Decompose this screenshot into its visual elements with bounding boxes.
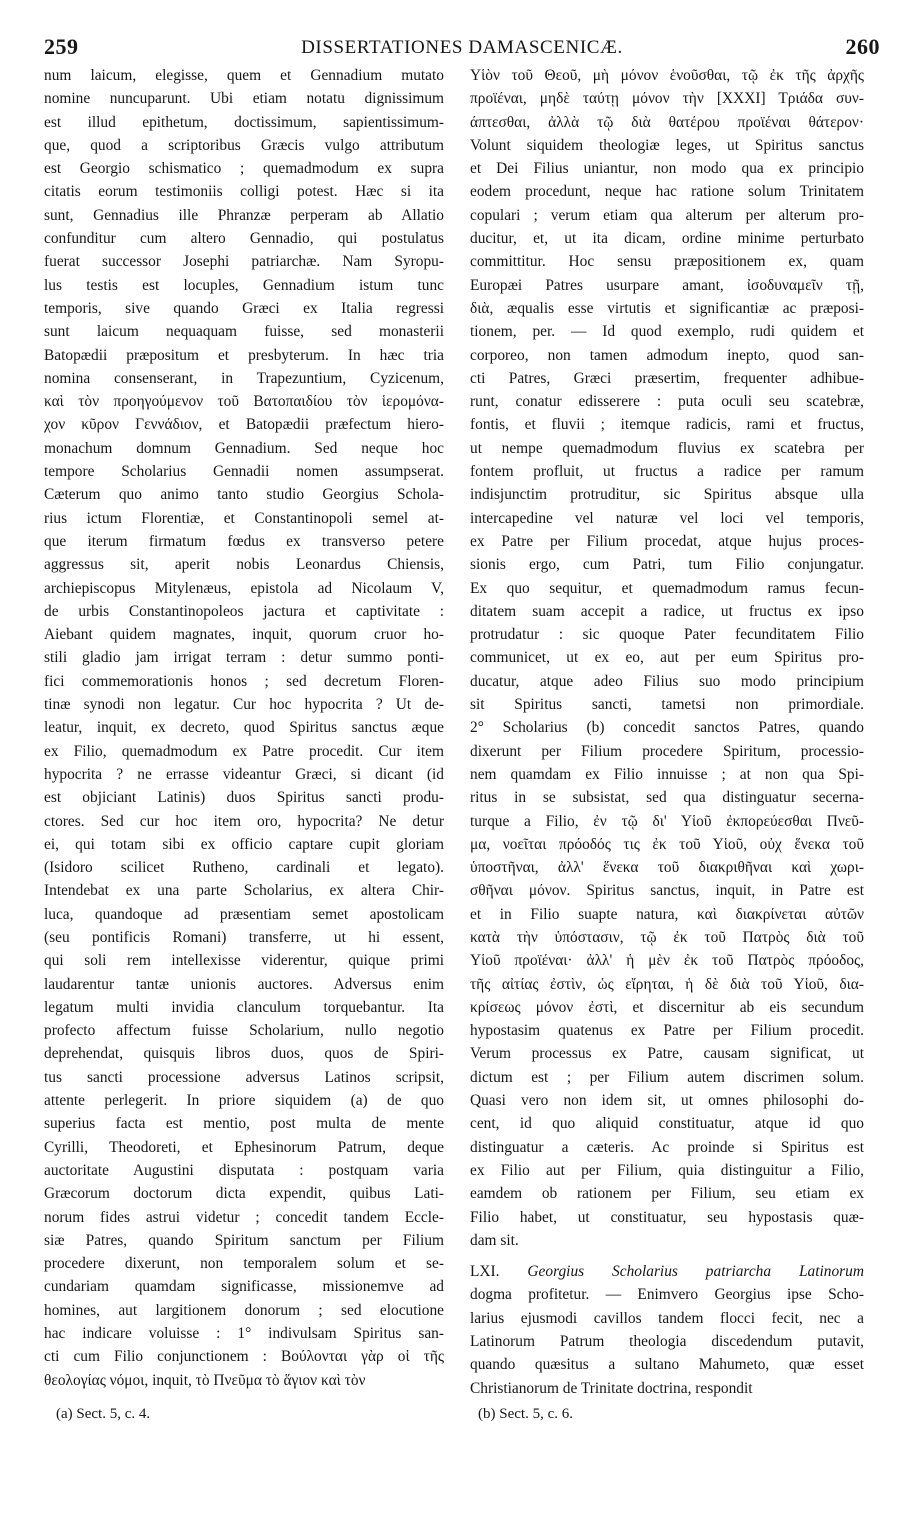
text-line: Υἱοῦ προϊέναι· ἀλλ' ἡ μὲν ἐκ τοῦ Πατρὸς πρόοδος, bbox=[470, 952, 864, 970]
text-line: lus testis est locuples, Gennadium istum tunc bbox=[44, 276, 444, 294]
text-line: ex Filio aut per Filium, quia distinguitur a Filio, bbox=[470, 1161, 864, 1179]
text-line: (seu pontificis Romani) transferre, ut hi essent, bbox=[44, 928, 444, 946]
text-line: διὰ, æqualis esse virtutis et significantiæ ac præposi- bbox=[470, 299, 864, 317]
text-line: indisjunctim protruditur, sic Spiritus absque ulla bbox=[470, 486, 864, 504]
text-line: Ex quo sequitur, et quemadmodum ramus fecun- bbox=[470, 579, 864, 597]
text-line: turque a Filio, ἐν τῷ δι' Υἱοῦ ἐκπορεύεσθαι Πνεῦ- bbox=[470, 812, 864, 830]
text-line: communicet, ut ex eo, aut per eum Spiritus pro- bbox=[470, 649, 864, 667]
text-line: fuerat successor Josephi patriarchæ. Nam Syropu- bbox=[44, 253, 444, 271]
left-page-number: 259 bbox=[44, 34, 79, 59]
text-line: Batopædii præpositum et presbyterum. In hæc tria bbox=[44, 346, 444, 364]
text-line: confunditur cum altero Gennadio, qui postulatus bbox=[44, 230, 444, 248]
text-line: ducatur, atque adeo Filius suo modo principium bbox=[470, 672, 864, 690]
text-line: siæ Patres, quando Spiritum sanctum per Filium bbox=[44, 1231, 444, 1249]
text-line: nem quamdam ex Filio innuisse ; at non qua Spi- bbox=[470, 765, 864, 783]
text-line: Europæi Patres usurpare amant, ἰσοδυναμεῖν τῇ, bbox=[470, 276, 864, 294]
text-line: nomine nuncuparunt. Ubi etiam notatu dignissimum bbox=[44, 90, 444, 108]
text-line: num laicum, elegisse, quem et Gennadium mutato bbox=[44, 67, 444, 84]
text-line: tionem, per. — Id quod exemplo, rudi quidem et bbox=[470, 323, 864, 341]
text-line: est Georgio schismatico ; quemadmodum ex supra bbox=[44, 160, 444, 178]
text-line: quando quæsitus a sultano Mahumeto, quæ esset bbox=[470, 1356, 864, 1374]
text-line: procedere dixerunt, non temporalem solum et se- bbox=[44, 1255, 444, 1273]
running-title: DISSERTATIONES DAMASCENICÆ. bbox=[301, 37, 623, 58]
text-line: norum fides astrui videtur ; concedit tandem Eccle- bbox=[44, 1208, 444, 1226]
text-line: ctores. Sed cur hoc item oro, hypocrita? Ne detur bbox=[44, 812, 444, 830]
text-line: dam sit. bbox=[470, 1231, 519, 1249]
text-line: προϊέναι, μηδὲ ταύτῃ μόνον τὴν [XXXI] Τριάδα συν- bbox=[470, 90, 864, 108]
text-line: attente perlegerit. In priore siquidem (a) de quo bbox=[44, 1092, 444, 1110]
text-line: χον κῦρον Γεννάδιον, et Batopædii præfectum hiero- bbox=[44, 416, 444, 434]
text-line: temporis, sive quando Græci ex Italia regressi bbox=[44, 299, 444, 317]
text-line: ut nempe quemadmodum fluvius ex scatebra per bbox=[470, 439, 864, 457]
text-line: σθῆναι μόνον. Spiritus sanctus, inquit, in Patre est bbox=[470, 882, 864, 900]
footnotes bbox=[44, 1406, 880, 1432]
text-line: legatum multi invidia clanculum torquebantur. Ita bbox=[44, 998, 444, 1016]
text-line: sionis ergo, cum Patri, tum Filio conjungatur. bbox=[470, 556, 864, 574]
text-line: fontis, et fluvii ; itemque radicis, rami et fructus, bbox=[470, 416, 864, 434]
text-line: qui soli rem intellexisse viderentur, quique primi bbox=[44, 952, 444, 970]
text-line: Latinorum Patrum theologia discedendum putavit, bbox=[470, 1333, 864, 1351]
right-column-body bbox=[470, 64, 864, 1252]
text-line: eamdem ob rationem per Filium, seu etiam ex bbox=[470, 1185, 864, 1203]
text-line: cti Patres, Græci præsertim, frequenter adhibue- bbox=[470, 369, 864, 387]
text-line: tus sancti processione adversus Latinos scripsit, bbox=[44, 1068, 444, 1086]
right-column bbox=[470, 64, 864, 1400]
text-line: laudarentur tantæ unionis auctores. Adversus enim bbox=[44, 975, 444, 993]
footnote-a: (a) Sect. 5, c. 4. bbox=[56, 1406, 151, 1422]
text-line: Volunt siquidem theologiæ leges, ut Spiritus sanctus bbox=[470, 136, 864, 154]
text-line: 2° Scholarius (b) concedit sanctos Patres, quando bbox=[470, 719, 864, 737]
text-line: hypocrita ? ne errasse videantur Græci, si dicant (id bbox=[44, 765, 444, 783]
text-line: ὑποστῆναι, ἀλλ' ἕνεκα τοῦ διακριθῆναι καὶ χωρι- bbox=[470, 859, 864, 877]
text-line: hac indicare voluisse : 1° indivulsam Spiritus san- bbox=[44, 1325, 444, 1343]
text-line: distinguatur a cæteris. Ac proinde si Spiritus est bbox=[470, 1138, 864, 1156]
text-line: Filio habet, ut constituatur, seu hypostasis quæ- bbox=[470, 1208, 864, 1226]
text-line: sunt laicum nequaquam fuisse, sed monasterii bbox=[44, 323, 444, 341]
text-line: tinæ synodi non legatur. Cur hoc hypocrita ? Ut de- bbox=[44, 696, 444, 714]
text-line: κρίσεως μόνον ἐστὶ, et discernitur ab eis secundum bbox=[470, 998, 864, 1016]
text-line: aggressus sit, aperit nobis Leonardus Chiensis, bbox=[44, 556, 444, 574]
text-line: ducitur, et, ut ita dicam, ordine minime perturbato bbox=[470, 230, 864, 248]
text-line: eodem procedunt, neque hac ratione solum Trinitatem bbox=[470, 183, 864, 201]
text-line: que iterum firmatum fœdus ex transverso petere bbox=[44, 532, 444, 550]
text-line: est illud epithetum, doctissimum, sapientissimum- bbox=[44, 113, 444, 131]
text-line: homines, aut largitionem donorum ; sed elocutione bbox=[44, 1301, 444, 1319]
text-line: ei, qui totam sibi ex officio captare cupit gloriam bbox=[44, 835, 444, 853]
section-heading bbox=[470, 1260, 864, 1283]
text-line: que, quod a scriptoribus Græcis vulgo attributum bbox=[44, 136, 444, 154]
text-line: runt, conatur edisserere : puta oculi seu scatebræ, bbox=[470, 393, 864, 411]
text-line: auctoritate Augustini disputata : postquam varia bbox=[44, 1161, 444, 1179]
right-page-number: 260 bbox=[845, 34, 880, 59]
text-line: ditatem suam accepit a radice, ut fructus ex ipso bbox=[470, 602, 864, 620]
text-line: copulari ; verum etiam qua alterum per alterum pro- bbox=[470, 206, 864, 224]
text-line: dogma profitetur. — Enimvero Georgius ipse Scho- bbox=[470, 1286, 864, 1304]
text-line: et in Filio suapte natura, καὶ διακρίνεται αὐτῶν bbox=[470, 905, 864, 923]
text-line: sit Spiritus sancti, tametsi non primordiale. bbox=[470, 696, 864, 714]
text-line: est objiciant Latinis) duos Spiritus sancti produ- bbox=[44, 789, 444, 807]
text-line: fontem profluit, ut fructus a radice per ramum bbox=[470, 463, 864, 481]
text-line: de urbis Constantinopoleos jactura et captivitate : bbox=[44, 602, 444, 620]
text-line: τῆς αἰτίας ἐστὶν, ὡς εἴρηται, ἡ δὲ διὰ τοῦ Υἱοῦ, δια- bbox=[470, 975, 864, 993]
text-line: Verum processus ex Patre, causam significat, ut bbox=[470, 1045, 864, 1063]
text-line: Quasi vero non idem sit, ut omnes philosophi do- bbox=[470, 1092, 864, 1110]
running-header bbox=[44, 34, 880, 68]
text-line: et Dei Filius uniantur, non modo qua ex principio bbox=[470, 160, 864, 178]
text-line: θεολογίας νόμοι, inquit, τὸ Πνεῦμα τὸ ἅγιον καὶ τὸν bbox=[44, 1371, 366, 1389]
section-heading-text: Georgius Scholarius patriarcha Latinorum bbox=[527, 1263, 864, 1281]
text-line: cundariam quamdam significasse, missionemve ad bbox=[44, 1278, 444, 1296]
section-number: LXI. bbox=[470, 1263, 500, 1281]
text-line: archiepiscopus Mitylenæus, epistola ad Nicolaum V, bbox=[44, 579, 444, 597]
text-line: luca, quandoque ad præsentiam semet apostolicam bbox=[44, 905, 444, 923]
text-line: (Isidoro scilicet Rutheno, cardinali et legato). bbox=[44, 859, 444, 877]
text-line: Græcorum doctorum dicta expendit, quibus Lati- bbox=[44, 1185, 444, 1203]
text-line: deprehendat, quisquis libros duos, quos de Spiri- bbox=[44, 1045, 444, 1063]
text-line: ex Filio, quemadmodum ex Patre procedit. Cur item bbox=[44, 742, 444, 760]
text-line: citatis eorum testimoniis colligi potest. Hæc si ita bbox=[44, 183, 444, 201]
section-body bbox=[470, 1283, 864, 1399]
footnote-b: (b) Sect. 5, c. 6. bbox=[478, 1406, 573, 1422]
text-line: κατὰ τὴν ὑπόστασιν, τῷ ἐκ τοῦ Πατρὸς διὰ τοῦ bbox=[470, 928, 864, 946]
text-line: tempore Scholarius Gennadii nomen assumpserat. bbox=[44, 463, 444, 481]
text-line: leatur, inquit, ex decreto, quod Spiritus sanctus æque bbox=[44, 719, 444, 737]
text-line: fici commemorationis honos ; sed decretum Floren- bbox=[44, 672, 444, 690]
text-line: profecto affectum fuisse Scholarium, nullo negotio bbox=[44, 1022, 444, 1040]
text-line: hypostasim quatenus ex Patre per Filium procedit. bbox=[470, 1022, 864, 1040]
text-line: intercapedine vel naturæ vel loci vel temporis, bbox=[470, 509, 864, 527]
text-line: monachum domnum Gennadium. Sed neque hoc bbox=[44, 439, 444, 457]
text-line: Υἱὸν τοῦ Θεοῦ, μὴ μόνον ἑνοῦσθαι, τῷ ἐκ τῆς ἀρχῆς bbox=[470, 67, 864, 84]
text-line: protrudatur : sic quoque Pater fecunditatem Filio bbox=[470, 626, 864, 644]
text-line: μα, νοεῖται πρόοδός τις ἐκ τοῦ Υἱοῦ, οὐχ ἕνεκα τοῦ bbox=[470, 835, 864, 853]
text-line: nomina consenserant, in Trapezuntium, Cyzicenum, bbox=[44, 369, 444, 387]
text-line: superius facta est mentio, post multa de mente bbox=[44, 1115, 444, 1133]
text-line: sunt, Gennadius ille Phranzæ perperam ab Allatio bbox=[44, 206, 444, 224]
text-line: καὶ τὸν προηγούμενον τοῦ Βατοπαιδίου τὸν ἱερομόνα- bbox=[44, 393, 444, 411]
text-line: cent, id quo aliquid constituatur, atque id quo bbox=[470, 1115, 864, 1133]
text-line: dictum est ; per Filium autem discrimen solum. bbox=[470, 1068, 864, 1086]
text-line: ex Patre per Filium procedat, atque hujus proces- bbox=[470, 532, 864, 550]
text-line: rius ictum Florentiæ, et Constantinopoli semel at- bbox=[44, 509, 444, 527]
text-line: committitur. Hoc sensu præpositionem ex, quam bbox=[470, 253, 864, 271]
text-line: larius ejusmodi cavillos tandem flocci fecit, nec a bbox=[470, 1309, 864, 1327]
text-line: dixerunt per Filium procedere Spiritum, processio- bbox=[470, 742, 864, 760]
text-line: ritus in se subsistat, sed qua distinguatur secerna- bbox=[470, 789, 864, 807]
text-line: άπτεσθαι, ἀλλὰ τῷ διὰ θατέρου προϊέναι θάτερον· bbox=[470, 113, 864, 131]
text-line: corporeo, non tamen admodum inepto, quod san- bbox=[470, 346, 864, 364]
text-line: Cæterum quo animo tanto studio Georgius Schola- bbox=[44, 486, 444, 504]
text-line: cti cum Filio conjunctionem : Βούλονται γὰρ οἱ τῆς bbox=[44, 1348, 444, 1366]
text-line: Christianorum de Trinitate doctrina, respondit bbox=[470, 1379, 753, 1397]
text-line: Intendebat ex una parte Scholarius, ex altera Chir- bbox=[44, 882, 444, 900]
text-line: Aiebant quidem magnates, inquit, quorum cruor ho- bbox=[44, 626, 444, 644]
text-line: Cyrilli, Theodoreti, et Ephesinorum Patrum, deque bbox=[44, 1138, 444, 1156]
text-line: stili gladio jam irrigat terram : detur summo ponti- bbox=[44, 649, 444, 667]
left-column bbox=[44, 64, 444, 1392]
